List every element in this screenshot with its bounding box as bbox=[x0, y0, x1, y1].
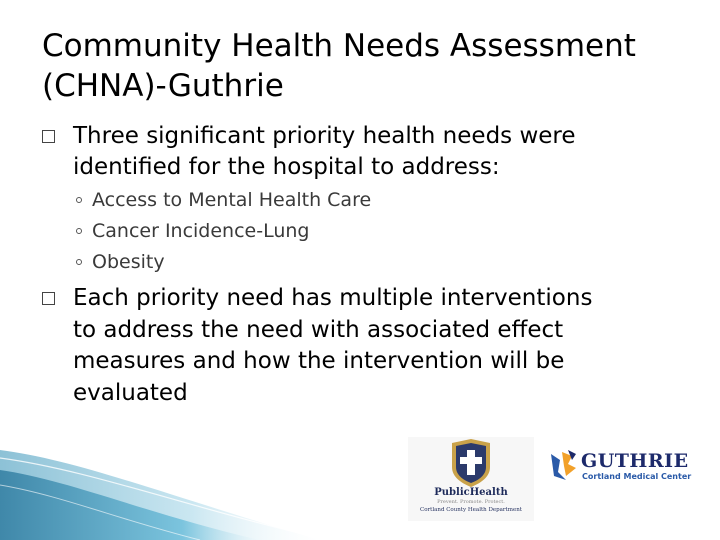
bullet-item bbox=[42, 121, 682, 183]
sub-bullet-item bbox=[76, 216, 371, 247]
public-health-tagline: Prevent. Promote. Protect. bbox=[437, 499, 505, 505]
sub-bullet-item bbox=[76, 185, 371, 216]
circle-bullet-icon bbox=[76, 197, 82, 203]
square-bullet-icon bbox=[42, 292, 55, 305]
bullet-line: to address the need with associated effect bbox=[73, 316, 564, 343]
bullet-text bbox=[42, 121, 682, 183]
slide-title bbox=[42, 26, 702, 106]
sub-bullet-list bbox=[76, 185, 371, 278]
public-health-department: Cortland County Health Department bbox=[420, 507, 522, 513]
sub-bullet-text: Cancer Incidence-Lung bbox=[92, 220, 310, 242]
decorative-swoosh bbox=[0, 440, 320, 540]
bullet-line: identified for the hospital to address: bbox=[73, 154, 500, 180]
sub-bullet-item bbox=[76, 247, 371, 278]
bullet-text bbox=[42, 283, 682, 409]
bullet-line: measures and how the intervention will be bbox=[73, 348, 565, 374]
public-health-name: PublicHealth bbox=[434, 487, 508, 498]
guthrie-name: GUTHRIE bbox=[581, 450, 689, 472]
square-bullet-icon bbox=[42, 130, 55, 143]
circle-bullet-icon bbox=[76, 259, 82, 265]
title-line-1: Community Health Needs Assessment bbox=[42, 28, 636, 64]
sub-bullet-text: Access to Mental Health Care bbox=[92, 189, 372, 211]
bullet-line: Each priority need has multiple interventions bbox=[73, 285, 593, 311]
bullet-line: Three significant priority health needs were bbox=[73, 123, 576, 149]
title-line-2: (CHNA)-Guthrie bbox=[42, 68, 284, 104]
circle-bullet-icon bbox=[76, 228, 82, 234]
guthrie-subtitle: Cortland Medical Center bbox=[582, 472, 692, 481]
bullet-item bbox=[42, 283, 682, 409]
bullet-line: evaluated bbox=[73, 379, 188, 406]
sub-bullet-text: Obesity bbox=[92, 251, 165, 273]
